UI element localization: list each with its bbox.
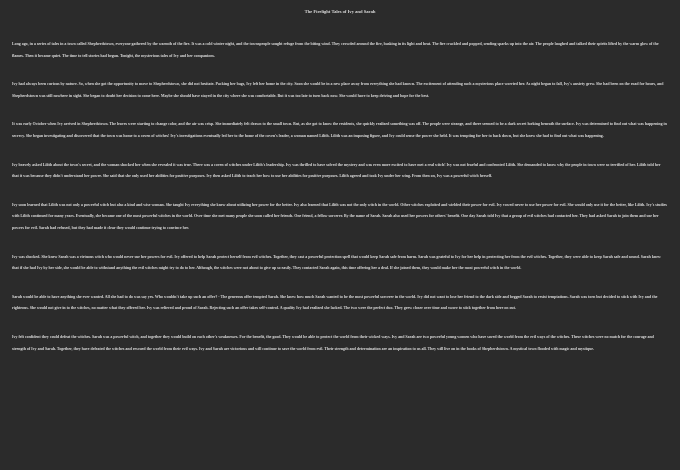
paragraph-5: Ivy soon learned that Lilith was not only a powerful witch but also a kind and wise woman. She taught Ivy everything she knew about utilizing her power for the better. Ivy also learned that Lilith was not the only witch in the world. Other witches exploited and wielded their power for evil. Ivy vowed never to use her power for evil. She would only use it for the better, like Lilith. Ivy's studies with Lilith continued for many years. Eventually, she became one of the most powerful witches in the world. Over time she met many people she soon called her friends. One friend, a fellow sorcerer. By the name of Sarah. Sarah also used her powers for others' benefit. One day Sarah told Ivy that a group of evil witches had contacted her. They had asked Sarah to join them and use her powers for evil. Sarah had refused, but they had made it clear they would continue trying to convince her. (12, 201, 667, 230)
paragraph-6: Ivy was shocked. She knew Sarah was a virtuous witch who would never use her powers for evil. Ivy offered to help Sarah protect herself from evil witches. Together, they cast a powerful protection spell that would keep Sarah safe from harm. Sarah was grateful to Ivy for her help in protecting her from the evil witches. Together, they were able to keep Sarah safe and sound. Sarah knew that if she had Ivy by her side, she would be able to withstand anything the evil witches might try to do to her. Although, the witches were not about to give up so easily. They contacted Sarah again, this time offering her a deal. If she joined them, they would make her the most powerful witch in the world. (12, 253, 661, 271)
paragraph-8: Ivy felt confident they could defeat the witches. Sarah was a powerful witch, and together they would build on each other's weaknesses. For the benefit, the good. They would be able to protect the world from their wicked ways. Ivy and Sarah are two powerful young women who have saved the world from the evil ways of the witches. These witches were no match for the courage and strength of Ivy and Sarah. Together, they have defeated the witches and rescued the world from their evil ways. Ivy and Sarah are victorious and will continue to save the world from evil. Their strength and determination are an inspiration to us all. They will live on in the books of Shepherdstown. A mystical town flooded with magic and mystique. (12, 333, 654, 351)
paragraph-4: Ivy bravely asked Lilith about the town's secret, and the woman shocked her when she revealed it was true. There was a coven of witches under Lilith's leadership. Ivy was thrilled to have solved the mystery and was even more excited to have met a real witch! Ivy was not fearful and confronted Lilith. She demanded to know why the people in town were so terrified of her. Lilith told her that it was because they didn't understand her power. She said that she only used her abilities for positive purposes. Ivy then asked Lilith to teach her how to use her abilities for positive purposes. Lilith agreed and took Ivy under her wing. From then on, Ivy was a powerful witch herself. (12, 161, 661, 179)
paragraph-7: Sarah would be able to have anything she ever wanted. All she had to do was say yes. Who wouldn't take up such an offer? - The generous offer tempted Sarah. She knew how much Sarah wanted to be the most powerful sorcerer in the world. Ivy did not want to lose her friend to the dark side and begged Sarah to resist temptations. Sarah was torn but decided to stick with Ivy and the righteous. She would not give in to the witches, no matter what they offered her. Ivy was relieved and proud of Sarah. Rejecting such an offer takes self-control. A quality Ivy had realized she lacked. The two were the perfect duo. They grew closer over time and swore to stick together from here on out. (12, 293, 658, 311)
paragraph-2: Ivy had always been curious by nature. So, when she got the opportunity to move to Shepherdstown, she did not hesitate. Packing her bags, Ivy left her home in the city. Soon she would be in a new place away from everything she had known. The excitement of attending such a mysterious place worried her. As night began to fall, Ivy's anxiety grew. She had been on the road for hours, and Shepherdstown was still nowhere in sight. She began to doubt her decision to come here. Maybe she should have stayed in the city where she was comfortable. But it was too late to turn back now. She would have to keep driving and hope for the best. (12, 81, 664, 98)
paragraph-3: It was early October when Ivy arrived in Shepherdstown. The leaves were starting to change color, and the air was crisp. She immediately felt drawn to the small town. But, as she got to know the residents, she quickly realized something was off. The people were strange, and there seemed to be a dark secret lurking beneath the surface. Ivy was determined to find out what was happening in secrecy. She began investigating and discovered that the town was home to a coven of witches! Ivy's investigations eventually led her to the home of the coven's leader, a woman named Lilith. Lilith was an imposing figure, and Ivy could sense the power she held. It was tempting for her to back down, but she knew she had to find out what was happening. (12, 121, 667, 138)
document-title: The Firelight Tales of Ivy and Sarah (304, 9, 376, 14)
paragraph-1: Long ago, in a series of tales in a town called Shepherdstown, everyone gathered by the warmth of the fire. It was a cold winter night, and the townspeople sought refuge from the biting wind. They crowded around the fire, basking in its light and heat. The fire crackled and popped, sending sparks up into the air. The people laughed and talked their spirits lifted by the warm glow of the flames. Then it became quiet. The time to tell stories had begun. Tonight, the mysterious tales of Ivy and her companions. (12, 41, 659, 58)
